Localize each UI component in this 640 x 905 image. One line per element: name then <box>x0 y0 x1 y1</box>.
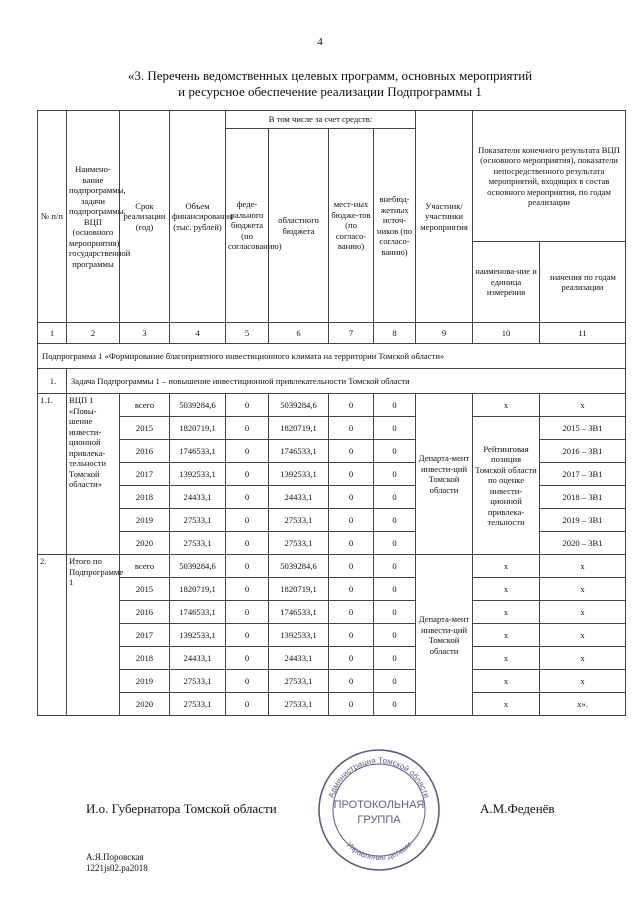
cell-extra: 0 <box>374 394 416 417</box>
col-num: 8 <box>374 323 416 344</box>
cell-year: 2019 <box>120 509 170 532</box>
table-row <box>38 394 626 417</box>
header-regional: областного бюджета <box>269 129 329 323</box>
cell-regional: 24433,1 <box>269 647 329 670</box>
cell-extra: 0 <box>374 647 416 670</box>
cell-local: 0 <box>329 578 374 601</box>
stamp-bottom-text: Управление делами <box>344 839 414 863</box>
cell-local: 0 <box>329 601 374 624</box>
stamp-ring-text: Администрация Томской области <box>326 755 432 800</box>
cell-local: 0 <box>329 463 374 486</box>
col-num: 4 <box>170 323 226 344</box>
page-title <box>60 68 600 100</box>
col-num: 6 <box>269 323 329 344</box>
cell-indicator-value: x <box>540 394 626 417</box>
cell-extra: 0 <box>374 532 416 555</box>
cell-federal: 0 <box>226 532 269 555</box>
table-row <box>38 555 626 578</box>
cell-local: 0 <box>329 509 374 532</box>
cell-indicator-name: x <box>473 647 540 670</box>
cell-regional: 27533,1 <box>269 670 329 693</box>
cell-local: 0 <box>329 693 374 716</box>
cell-indicator-name: x <box>473 601 540 624</box>
cell-federal: 0 <box>226 670 269 693</box>
cell-indicator-name: Рейтинговая позиция Томской области по оценке инвести-ционной привлека-тельности <box>473 417 540 555</box>
title-line-2: и ресурсное обеспечение реализации Подпрограммы 1 <box>178 84 482 99</box>
task-text: Задача Подпрограммы 1 – повышение инвестиционной привлекательности Томской области <box>67 369 626 394</box>
cell-local: 0 <box>329 440 374 463</box>
col-num: 1 <box>38 323 67 344</box>
cell-regional: 1820719,1 <box>269 578 329 601</box>
cell-regional: 1746533,1 <box>269 440 329 463</box>
cell-local: 0 <box>329 532 374 555</box>
header-ind-value: значения по годам реализации <box>540 242 626 323</box>
cell-indicator-value: 2018 – 3B1 <box>540 486 626 509</box>
cell-federal: 0 <box>226 509 269 532</box>
table-row <box>38 647 626 670</box>
cell-local: 0 <box>329 417 374 440</box>
cell-regional: 24433,1 <box>269 486 329 509</box>
cell-indicator-value: x <box>540 624 626 647</box>
cell-regional: 1392533,1 <box>269 624 329 647</box>
cell-local: 0 <box>329 394 374 417</box>
cell-volume: 5039284,6 <box>170 394 226 417</box>
column-numbers-row <box>38 323 626 344</box>
author-block <box>86 852 148 874</box>
col-num: 7 <box>329 323 374 344</box>
cell-year: всего <box>120 394 170 417</box>
cell-volume: 27533,1 <box>170 532 226 555</box>
table-row <box>38 601 626 624</box>
cell-extra: 0 <box>374 509 416 532</box>
cell-federal: 0 <box>226 647 269 670</box>
table-row <box>38 670 626 693</box>
cell-regional: 27533,1 <box>269 693 329 716</box>
cell-year: 2020 <box>120 693 170 716</box>
cell-volume: 1820719,1 <box>170 578 226 601</box>
col-num: 5 <box>226 323 269 344</box>
cell-volume: 27533,1 <box>170 670 226 693</box>
table-row <box>38 693 626 716</box>
cell-regional: 5039284,6 <box>269 555 329 578</box>
cell-indicator-name: x <box>473 670 540 693</box>
cell-extra: 0 <box>374 693 416 716</box>
cell-indicator-name: x <box>473 624 540 647</box>
cell-extra: 0 <box>374 440 416 463</box>
cell-indicator-value: 2016 – 3B1 <box>540 440 626 463</box>
cell-federal: 0 <box>226 486 269 509</box>
header-term: Срок реализации (год) <box>120 111 170 323</box>
cell-local: 0 <box>329 647 374 670</box>
col-num: 11 <box>540 323 626 344</box>
cell-indicator-value: 2019 – 3B1 <box>540 509 626 532</box>
cell-regional: 1746533,1 <box>269 601 329 624</box>
cell-volume: 24433,1 <box>170 647 226 670</box>
cell-indicator-value: x <box>540 647 626 670</box>
cell-extra: 0 <box>374 417 416 440</box>
cell-local: 0 <box>329 670 374 693</box>
table-row <box>38 417 626 440</box>
cell-indicator-value: x <box>540 670 626 693</box>
cell-volume: 1746533,1 <box>170 601 226 624</box>
official-stamp <box>316 747 442 873</box>
cell-extra: 0 <box>374 463 416 486</box>
stamp-line-1: ПРОТОКОЛЬНАЯ <box>333 799 425 811</box>
cell-participant: Департа-мент инвести-ций Томской области <box>416 394 473 555</box>
cell-volume: 27533,1 <box>170 693 226 716</box>
author-code: 1221js02.pa2018 <box>86 863 148 873</box>
cell-volume: 5039284,6 <box>170 555 226 578</box>
row-name: ВЦП 1 «Повы-шение инвести-ционной привлека-тельности Томской области» <box>67 394 120 555</box>
cell-indicator-value: x <box>540 578 626 601</box>
title-line-1: «3. Перечень ведомственных целевых программ, основных мероприятий <box>127 68 533 83</box>
cell-year: 2015 <box>120 578 170 601</box>
cell-extra: 0 <box>374 555 416 578</box>
cell-volume: 27533,1 <box>170 509 226 532</box>
cell-federal: 0 <box>226 624 269 647</box>
cell-indicator-name: x <box>473 693 540 716</box>
cell-volume: 1746533,1 <box>170 440 226 463</box>
cell-extra: 0 <box>374 486 416 509</box>
cell-regional: 1392533,1 <box>269 463 329 486</box>
cell-indicator-value: x <box>540 555 626 578</box>
cell-local: 0 <box>329 486 374 509</box>
signature-left: И.о. Губернатора Томской области <box>86 801 277 816</box>
cell-extra: 0 <box>374 624 416 647</box>
author-name: А.Я.Поровская <box>86 852 144 862</box>
cell-volume: 24433,1 <box>170 486 226 509</box>
cell-indicator-name: x <box>473 578 540 601</box>
cell-indicator-value: 2015 – 3B1 <box>540 417 626 440</box>
signature-right: А.М.Феденёв <box>480 801 555 816</box>
cell-year: 2016 <box>120 601 170 624</box>
cell-year: 2017 <box>120 463 170 486</box>
cell-federal: 0 <box>226 394 269 417</box>
cell-participant: Департа-мент инвести-ций Томской области <box>416 555 473 716</box>
cell-federal: 0 <box>226 463 269 486</box>
cell-volume: 1392533,1 <box>170 463 226 486</box>
cell-year: 2016 <box>120 440 170 463</box>
cell-local: 0 <box>329 624 374 647</box>
cell-indicator-value: x <box>540 601 626 624</box>
cell-volume: 1392533,1 <box>170 624 226 647</box>
cell-indicator-value: 2020 – 3B1 <box>540 532 626 555</box>
header-federal: феде-рального бюджета (по согласованию) <box>226 129 269 323</box>
header-name: Наимено-вание подпрограммы, задачи подпрограммы, ВЦП (основного мероприятия) государственной программы <box>67 111 120 323</box>
program-table <box>37 110 626 716</box>
cell-federal: 0 <box>226 578 269 601</box>
col-num: 2 <box>67 323 120 344</box>
header-local: мест-ных бюдже-тов (по согласо-ванию) <box>329 129 374 323</box>
cell-year: 2018 <box>120 647 170 670</box>
cell-regional: 27533,1 <box>269 509 329 532</box>
cell-year: 2019 <box>120 670 170 693</box>
col-num: 3 <box>120 323 170 344</box>
row-name: Итого по Подпрограмме 1 <box>67 555 120 716</box>
header-incl: В том числе за счет средств: <box>226 111 416 129</box>
stamp-line-2: ГРУППА <box>357 814 401 826</box>
cell-extra: 0 <box>374 670 416 693</box>
cell-regional: 1820719,1 <box>269 417 329 440</box>
header-indicators: Показатели конечного результата ВЦП (основного мероприятия), показатели непосредственного результата мероприятий, входящих в состав основного мероприятия, по годам реализации <box>473 111 626 242</box>
header-volume: Объем финансирования (тыс. рублей) <box>170 111 226 323</box>
cell-year: 2020 <box>120 532 170 555</box>
cell-volume: 1820719,1 <box>170 417 226 440</box>
cell-regional: 27533,1 <box>269 532 329 555</box>
task-num: 1. <box>38 369 67 394</box>
cell-federal: 0 <box>226 417 269 440</box>
header-ind-name: наименова-ние и единица измерения <box>473 242 540 323</box>
row-num: 2. <box>38 555 67 716</box>
cell-indicator-value: 2017 – 3B1 <box>540 463 626 486</box>
header-extra: внебюд-жетных источ-ников (по согласо-ванию) <box>374 129 416 323</box>
cell-extra: 0 <box>374 578 416 601</box>
cell-local: 0 <box>329 555 374 578</box>
cell-year: 2018 <box>120 486 170 509</box>
cell-extra: 0 <box>374 601 416 624</box>
cell-federal: 0 <box>226 555 269 578</box>
cell-indicator-name: x <box>473 394 540 417</box>
row-num: 1.1. <box>38 394 67 555</box>
table-row <box>38 624 626 647</box>
svg-text:Управление делами <box>345 840 414 862</box>
col-num: 9 <box>416 323 473 344</box>
cell-federal: 0 <box>226 601 269 624</box>
page-number: 4 <box>317 36 323 48</box>
cell-year: всего <box>120 555 170 578</box>
cell-regional: 5039284,6 <box>269 394 329 417</box>
header-num: № п/п <box>38 111 67 323</box>
cell-federal: 0 <box>226 440 269 463</box>
cell-indicator-name: x <box>473 555 540 578</box>
cell-federal: 0 <box>226 693 269 716</box>
col-num: 10 <box>473 323 540 344</box>
cell-indicator-value: x». <box>540 693 626 716</box>
cell-year: 2015 <box>120 417 170 440</box>
cell-year: 2017 <box>120 624 170 647</box>
table-row <box>38 578 626 601</box>
header-participant: Участник/ участники мероприятия <box>416 111 473 323</box>
subprogram-row: Подпрограмма 1 «Формирование благоприятного инвестиционного климата на территории Томской области» <box>38 344 626 369</box>
